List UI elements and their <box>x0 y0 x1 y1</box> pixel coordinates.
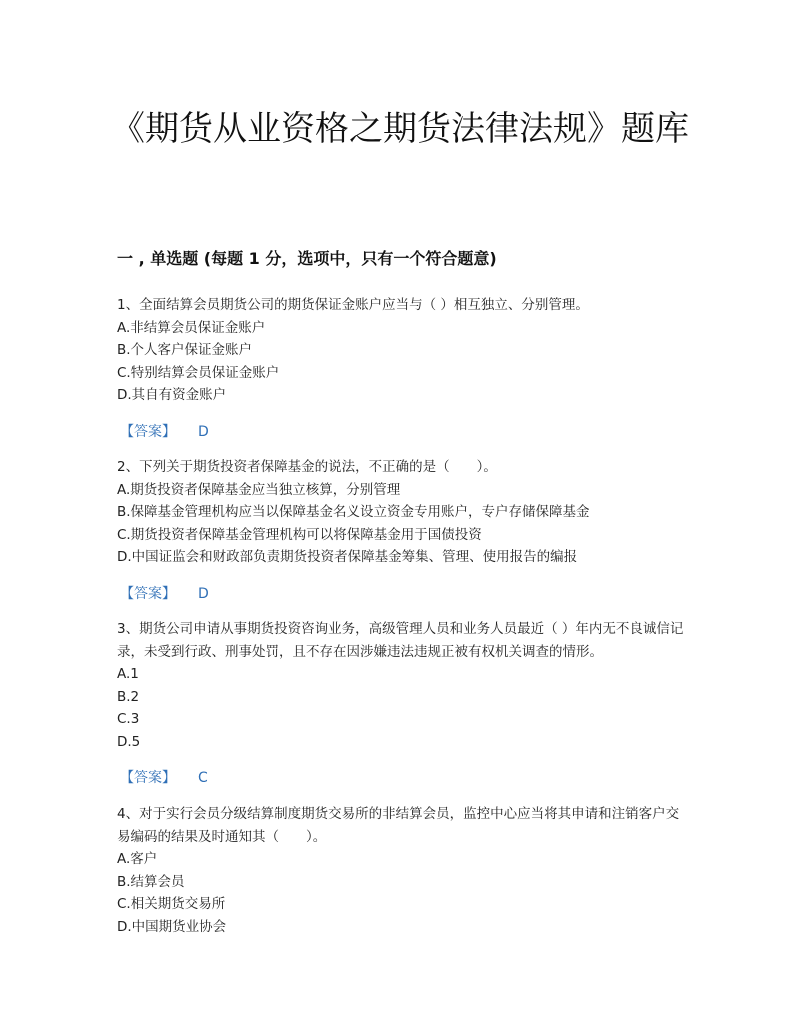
option-c: C.相关期货交易所 <box>117 896 226 912</box>
question-2 <box>117 456 687 569</box>
option-a: A.期货投资者保障基金应当独立核算，分别管理 <box>117 481 401 498</box>
answer-label: 【答案】 <box>120 586 176 602</box>
question-stem: 4、对于实行会员分级结算制度期货交易所的非结算会员，监控中心应当将其申请和注销客户交易编码的结果及时通知其（ ）。 <box>117 806 680 845</box>
question-stem: 3、期货公司申请从事期货投资咨询业务，高级管理人员和业务人员最近（ ）年内无不良诚信记录，未受到行政、刑事处罚，且不存在因涉嫌违法违规正被有权机关调查的情形。 <box>117 621 684 660</box>
option-a: A.客户 <box>117 851 158 867</box>
answer-1 <box>120 421 209 441</box>
option-d: D.5 <box>117 733 141 750</box>
question-stem: 2、下列关于期货投资者保障基金的说法，不正确的是（ ）。 <box>117 459 497 475</box>
option-b: B.保障基金管理机构应当以保障基金名义设立资金专用账户，专户存储保障基金 <box>117 504 590 520</box>
option-b: B.个人客户保证金账户 <box>117 342 253 358</box>
option-c: C.期货投资者保障基金管理机构可以将保障基金用于国债投资 <box>117 526 482 543</box>
option-c: C.特别结算会员保证金账户 <box>117 364 280 381</box>
option-b: B.结算会员 <box>117 873 185 890</box>
option-a: A.非结算会员保证金账户 <box>117 319 266 336</box>
page-title: 《期货从业资格之期货法律法规》题库 <box>111 109 689 149</box>
answer-value: D <box>198 586 209 602</box>
option-d: D.其自有资金账户 <box>117 387 227 403</box>
question-4 <box>117 803 687 938</box>
option-c: C.3 <box>117 711 140 727</box>
answer-label: 【答案】 <box>120 770 176 786</box>
question-1 <box>117 294 687 407</box>
answer-label: 【答案】 <box>120 424 176 440</box>
option-d: D.中国期货业协会 <box>117 918 227 935</box>
section-heading: 一 , 单选题 (每题 1 分，选项中，只有一个符合题意) <box>117 249 497 268</box>
question-3 <box>117 618 687 753</box>
answer-2 <box>120 583 209 603</box>
question-stem: 1、全面结算会员期货公司的期货保证金账户应当与（ ）相互独立、分别管理。 <box>117 297 589 313</box>
answer-value: D <box>198 424 209 440</box>
answer-3 <box>120 767 208 787</box>
answer-value: C <box>198 770 208 786</box>
option-d: D.中国证监会和财政部负责期货投资者保障基金筹集、管理、使用报告的编报 <box>117 549 578 565</box>
option-a: A.1 <box>117 666 139 682</box>
option-b: B.2 <box>117 688 140 705</box>
